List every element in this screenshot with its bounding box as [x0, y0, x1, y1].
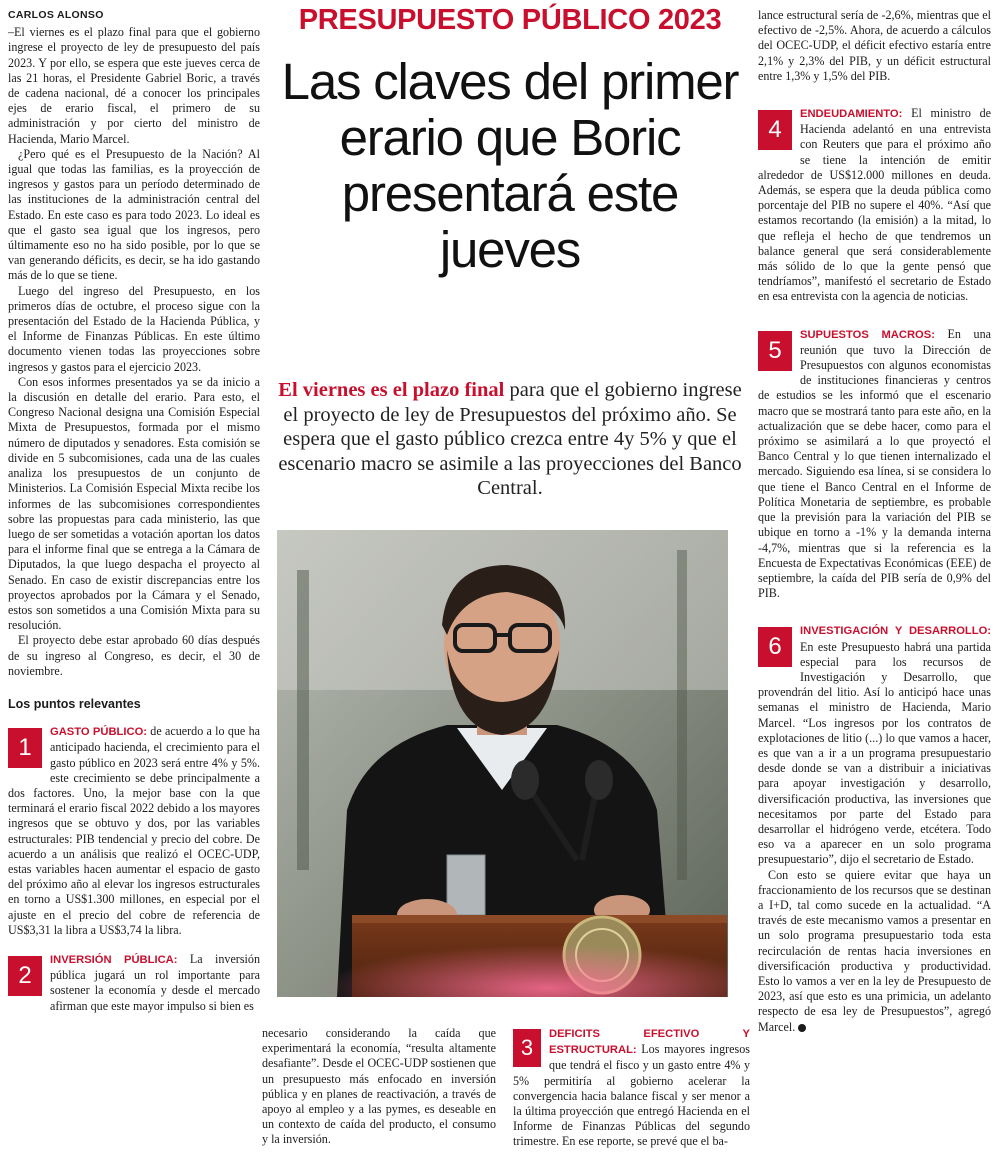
deck-lead: El viernes es el plazo final: [278, 379, 505, 401]
point-5: [758, 327, 991, 602]
point-text: El ministro de Hacienda adelantó en una entrevista con Reuters que para el próximo año se tiene la intención de emitir alrededor de US$12.000 millones en deuda. Además, se espera que la deuda pública como porcentaje del PIB no supere el 40%. “Así que estamos recortando (la emisión) a la mitad, lo que refleja el hecho de que tendremos un balance general que será considerablemente más sólido de lo que la gente pensó que tendríamos”, manifestó el secretario de Estado en esa entrevista con la agencia de noticias.: [758, 106, 991, 304]
point-text: En una reunión que tuvo la Dirección de Presupuestos con algunos economistas de instituciones financieras y centros de estudios se les informó que el escenario macro que se mostrará tanto para este año, en la actualización que se debe hacer, como para el próximo se asimilará a lo que proyectó el Banco Central y lo que tienen internalizado el mercado. Siguiendo esa línea, si se considera lo que tiene el Banco Central en el Informe de Política Monetaria de septiembre, es probable que la previsión para la variación del PIB se ubique en torno a -1% y la demanda interna -4,7%, mientras que si la referencia es la Encuesta de Expectativas Económicas (EEE) de septiembre, la caída del PIB sería de 0,9% del PIB.: [758, 326, 991, 601]
paragraph: [758, 868, 991, 1035]
point-keyword: INVERSIÓN PÚBLICA:: [50, 953, 178, 966]
point-text: Los mayores ingresos que tendrá el fisco y un gasto entre 4% y 5% permitiría al gobierno acelerar la convergencia hacia balance fiscal y ser menor a la última proyección que entregó Hacienda en el Informe de Finanzas Públicas del segundo trimestre. En ese reporte, se prevé que el ba-: [513, 1042, 750, 1149]
point-2: [8, 952, 260, 1014]
point-text: La inversión pública jugará un rol importante para sostener la economía y desde el mercado afirman que este mayor impulso si bien es: [50, 951, 260, 1013]
left-column: [8, 8, 260, 1014]
point-number: 2: [8, 956, 42, 996]
point-number: 4: [758, 110, 792, 150]
point-text: En este Presupuesto habrá una partida especial para los recursos de Investigación y Desarrollo, que provendrán del litio. Así lo anticipó hace unas semanas el ministro de Hacienda, Mario Marcel. “Los ingresos por los contratos de explotaciones de litio (...) lo que vamos a hacer, es que van a ir a un programa presupuestario desde donde se van a distribuir a iniciativas para apoyar investigación y desarrollo, diversificación productiva, las inversiones que necesitamos por parte del Estado para desarrollar el hidrógeno verde, etcétera. Todo eso va a aparecer en un solo programa presupuestario”, dijo el secretario de Estado.: [758, 639, 991, 867]
point-number: 1: [8, 728, 42, 768]
photo-illustration: [277, 530, 728, 997]
paragraph: ¿Pero qué es el Presupuesto de la Nación? Al igual que todas las familias, es la proyección de ingresos y gastos para un período determinado de las instituciones de la administración central del Estado. En este caso es para todo 2023. Lo ideal es que el gasto sea igual que los ingresos, pero últimamente eso no ha sido posible, por lo que se van generando déficits, es decir, se ha ido gastando más de lo que se tiene.: [8, 146, 260, 283]
paragraph: El proyecto debe estar aprobado 60 días después de su ingreso al Congreso, es decir, el 30 de noviembre.: [8, 633, 260, 678]
point-number: 5: [758, 331, 792, 371]
point-1: [8, 724, 260, 938]
center-left-column: [262, 1026, 496, 1148]
paragraph: lance estructural sería de -2,6%, mientras que el efectivo de -2,5%. Ahora, de acuerdo a cálculos del OCEC-UDP, el déficit efectivo estaría entre 2,1% y 2,3% del PIB, y un déficit estructural entre 1,3% y 1,5% del PIB.: [758, 8, 991, 83]
headline: Las claves del primer erario que Boric presentará este jueves: [281, 53, 739, 278]
point-6: [758, 623, 991, 867]
point-number: 6: [758, 627, 792, 667]
closing-text: Con esto se quiere evitar que haya un fraccionamiento de los recursos que se destinan a I+D, tal como sucede en la actualidad. “A través de este mecanismo vamos a presentar en un solo programa presupuestario toda esta recirculación de rentas hacia inversiones en diversificación productiva y productividad. Esto lo vamos a ver en la ley de Presupuesto de 2023, así que esto es una primicia, un adelanto respecto de esa ley de Presupuestos”, agregó Marcel.: [758, 867, 991, 1034]
point-keyword: GASTO PÚBLICO:: [50, 726, 148, 739]
deck: [272, 378, 748, 501]
paragraph: –El viernes es el plazo final para que el gobierno ingrese el proyecto de ley de presupuesto del país 2023. Y por ello, se espera que este jueves cerca de las 21 horas, el Presidente Gabriel Boric, a través de cadena nacional, dé a conocer los principales ejes de erario fiscal, el primero de su administración y por cierto del ministro de Hacienda, Mario Marcel.: [8, 25, 260, 146]
subhead: Los puntos relevantes: [8, 696, 141, 711]
paragraph: necesario considerando la caída que experimentará la economía, “resulta altamente desafiante”. Desde el OCEC-UDP sostienen que un presupuesto más enfocado en inversión pública y en planes de reactivación, a través de apoyo al empleo y a las pymes, es deseable en un contexto de caída del producto, el consumo y la inversión.: [262, 1026, 496, 1147]
point-keyword: SUPUESTOS MACROS:: [800, 328, 935, 341]
point-keyword: INVESTIGACIÓN Y DESARROLLO:: [800, 625, 991, 638]
end-mark-icon: [798, 1024, 806, 1032]
deck-text: para que el gobierno ingrese el proyecto de ley de Presupuestos del próximo año. Se espera que el gasto público crezca entre 4y 5% y que el escenario macro se asimile a las proyecciones del Banco Central.: [278, 379, 742, 499]
byline: CARLOS ALONSO: [8, 9, 104, 21]
president-photo: [277, 530, 728, 997]
center-right-column: [513, 1026, 750, 1150]
point-keyword: DEFICITS EFECTIVO Y ESTRUCTURAL:: [549, 1028, 750, 1057]
point-number: 3: [513, 1029, 541, 1067]
paragraph: Luego del ingreso del Presupuesto, en los primeros días de octubre, el proceso sigue con la presentación del Estado de la Hacienda Pública, y el Informe de Finanzas Públicas. En este último documento vienen todas las proyecciones sobre ingresos y gastos para el ejercicio 2023.: [8, 283, 260, 374]
point-text: de acuerdo a lo que ha anticipado hacienda, el crecimiento para el gasto público en 2023 será entre 4% y 5%. este crecimiento se debe principalmente a dos factores. Uno, la mejor base con la que terminará el erario fiscal 2022 debido a los mayores ingresos que se obtuvo y dos, por las variables estructurales: PIB tendencial y precio del cobre. De acuerdo a un análisis que realizó el OCEC-UDP, estas variables hacen aumentar el espacio de gasto del próximo año al elevar los ingresos estructurales en torno a US$1.300 millones, en especial por el ajuste en el precio del cobre de referencia de US$3,31 la libra a US$3,74 la libra.: [8, 724, 260, 937]
right-column: [758, 8, 991, 1035]
paragraph: Con esos informes presentados ya se da inicio a la discusión en detalle del erario. Para esto, el Congreso Nacional designa una Comisión Especial Mixta de Presupuestos, formada por el mismo número de diputados y senadores. Esta comisión se divide en 5 subcomisiones, cada una de las cuales analiza los presupuestos de un conjunto de Ministerios. La Comisión Especial Mixta recibe los informes de las subcomisiones correspondientes sobre las propuestas para cada ministerio, las que luego de ser sometidas a votación aportan los datos para el informe final que se entrega a la Cámara de Diputados, la que luego despacha el proyecto al Senado. En caso de existir discrepancias entre los proyectos aprobados por la Cámara y el Senado, estos son sometidos a una Comisión Mixta para su resolución.: [8, 374, 260, 633]
point-4: [758, 106, 991, 305]
point-keyword: ENDEUDAMIENTO:: [800, 108, 903, 121]
kicker: PRESUPUESTO PÚBLICO 2023: [298, 4, 722, 36]
